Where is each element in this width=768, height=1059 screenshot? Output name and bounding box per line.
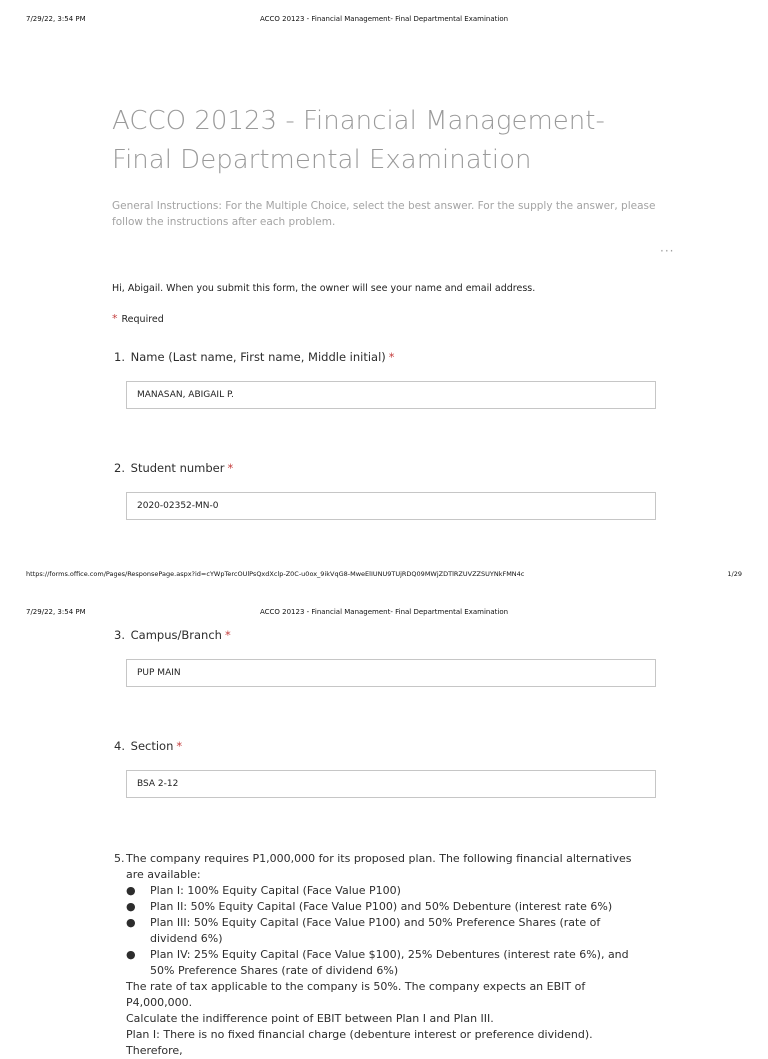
print-timestamp: 7/29/22, 3:54 PM bbox=[26, 608, 86, 616]
print-timestamp: 7/29/22, 3:54 PM bbox=[26, 15, 86, 23]
bullet-icon: ● bbox=[126, 948, 136, 961]
required-asterisk: * bbox=[112, 312, 118, 325]
plan-option: ● Plan IV: 25% Equity Capital (Face Value $100), 25% Debentures (interest rate 6%), and 50% Preference Shares (rate of dividend 6%) bbox=[126, 948, 629, 977]
plan-option: ● Plan III: 50% Equity Capital (Face Value P100) and 50% Preference Shares (rate of dividend 6%) bbox=[126, 916, 601, 945]
question-1-label: 1. Name (Last name, First name, Middle initial) * bbox=[114, 350, 395, 364]
question-3-label: 3. Campus/Branch * bbox=[114, 628, 231, 642]
more-options-icon[interactable]: ··· bbox=[660, 244, 675, 258]
print-page-number: 1/29 bbox=[727, 570, 742, 578]
question-5-tax-line: The rate of tax applicable to the company is 50%. The company expects an EBIT of P4,000,000. bbox=[126, 980, 586, 1009]
section-answer-field[interactable]: BSA 2-12 bbox=[126, 770, 656, 798]
required-asterisk: * bbox=[224, 628, 231, 642]
student-number-answer-field[interactable]: 2020-02352-MN-0 bbox=[126, 492, 656, 520]
question-5 bbox=[114, 851, 644, 1059]
general-instructions: General Instructions: For the Multiple Choice, select the best answer. For the supply the answer, please follow the instructions after each problem. bbox=[112, 200, 656, 228]
print-header bbox=[0, 15, 768, 29]
print-header bbox=[0, 608, 768, 622]
signed-in-notice: Hi, Abigail. When you submit this form, the owner will see your name and email address. bbox=[112, 283, 536, 294]
required-asterisk: * bbox=[227, 461, 234, 475]
required-asterisk: * bbox=[388, 350, 395, 364]
print-doc-title: ACCO 20123 - Financial Management- Final Departmental Examination bbox=[259, 608, 509, 616]
question-5-task: Calculate the indifference point of EBIT between Plan I and Plan III. bbox=[126, 1012, 494, 1025]
question-5-plan-i-note: Plan I: There is no fixed financial charge (debenture interest or preference dividend). Therefore, bbox=[126, 1028, 593, 1057]
question-5-number: 5. bbox=[114, 852, 125, 865]
required-asterisk: * bbox=[176, 739, 183, 753]
required-label: Required bbox=[121, 314, 164, 325]
required-legend bbox=[112, 312, 164, 325]
question-4-label: 4. Section * bbox=[114, 739, 183, 753]
question-5-intro: The company requires P1,000,000 for its proposed plan. The following financial alternatives are available: bbox=[126, 852, 632, 881]
campus-answer-field[interactable]: PUP MAIN bbox=[126, 659, 656, 687]
question-2-label: 2. Student number * bbox=[114, 461, 234, 475]
bullet-icon: ● bbox=[126, 900, 136, 913]
plan-option: ● Plan I: 100% Equity Capital (Face Value P100) bbox=[126, 884, 401, 897]
name-answer-field[interactable]: MANASAN, ABIGAIL P. bbox=[126, 381, 656, 409]
bullet-icon: ● bbox=[126, 916, 136, 929]
plan-option: ● Plan II: 50% Equity Capital (Face Value P100) and 50% Debenture (interest rate 6%) bbox=[126, 900, 613, 913]
print-url: https://forms.office.com/Pages/ResponsePage.aspx?id=cYWpTercOUlPsQxdXclp-Z0C-u0ox_9ikVqG8-MweElIUNU9TUjRDQ09MWjZDTlRZUVZZSUYNkFMN4c bbox=[26, 570, 525, 578]
print-doc-title: ACCO 20123 - Financial Management- Final Departmental Examination bbox=[259, 15, 509, 23]
form-title: ACCO 20123 - Financial Management- Final Departmental Examination bbox=[112, 106, 605, 175]
bullet-icon: ● bbox=[126, 884, 136, 897]
